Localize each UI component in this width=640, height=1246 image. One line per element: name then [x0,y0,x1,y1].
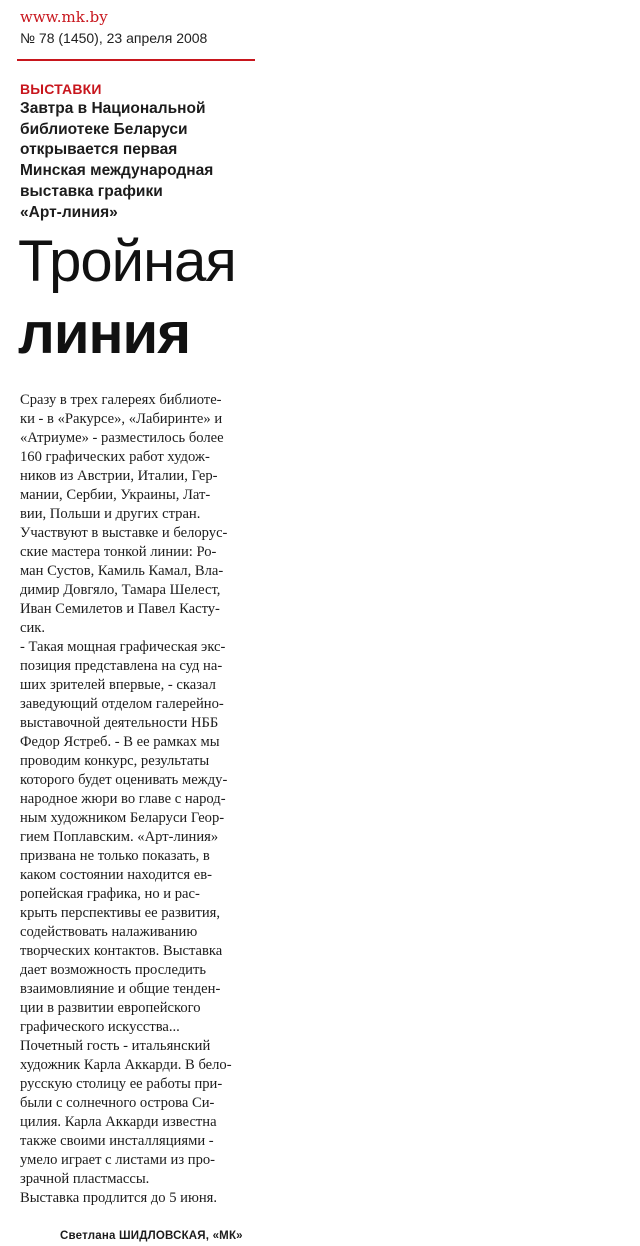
body-line: также своими инсталляциями - [20,1133,214,1149]
body-line: выставочной деятельности НББ [20,715,219,731]
lead-line: Завтра в Национальной [20,100,206,117]
body-line: творческих контактов. Выставка [20,943,223,959]
body-line: Иван Семилетов и Павел Касту- [20,601,220,617]
body-line: дает возможность проследить [20,962,207,978]
headline-line-2: линия [18,301,191,366]
body-line: Участвуют в выставке и белорус- [20,525,228,541]
body-line: ников из Австрии, Италии, Гер- [20,468,218,484]
site-url[interactable]: www.mk.by [20,8,108,26]
body-line: Сразу в трех галереях библиоте- [20,392,222,408]
body-line: проводим конкурс, результаты [20,753,210,769]
body-line: Федор Ястреб. - В ее рамках мы [20,734,220,750]
body-line: «Атриуме» - разместилось более [20,430,224,446]
article-body [20,391,242,1208]
body-line: крыть перспективы ее развития, [20,905,221,921]
body-line: - Такая мощная графическая экс- [20,639,226,655]
body-line: взаимовлияние и общие тенден- [20,981,221,997]
article-byline: Светлана ШИДЛОВСКАЯ, «МК» [60,1230,243,1242]
lead-line: Минская международная [20,162,214,180]
body-line: которого будет оценивать между- [20,772,228,788]
body-line: Почетный гость - итальянский [20,1038,211,1054]
body-line: ции в развитии европейского [20,1000,201,1016]
lead-line: выставка графики [20,182,163,200]
body-line: гием Поплавским. «Арт-линия» [20,829,219,845]
body-line: ным художником Беларуси Геор- [20,810,225,826]
body-line: позиция представлена на суд на- [20,658,223,674]
body-line: художник Карла Аккарди. В бело- [20,1057,232,1073]
body-line: цилия. Карла Аккарди известна [20,1114,217,1130]
body-line: каком состоянии находится ев- [20,867,212,883]
body-line: ман Сустов, Камиль Камал, Вла- [20,563,224,579]
section-rubric: ВЫСТАВКИ [20,81,102,97]
body-line: содействовать налаживанию [20,924,198,940]
body-line: вии, Польши и других стран. [20,506,201,522]
headline-line-1: Тройная [18,229,236,294]
body-line: ших зрителей впервые, - сказал [20,677,216,693]
masthead [20,8,256,47]
body-line: заведующий отделом галерейно- [20,696,224,712]
body-line: были с солнечного острова Си- [20,1095,215,1111]
body-line: русскую столицу ее работы при- [20,1076,223,1092]
body-line: зрачной пластмассы. [20,1171,150,1187]
issue-info: № 78 (1450), 23 апреля 2008 [20,30,208,46]
body-line: мании, Сербии, Украины, Лат- [20,487,211,503]
article-headline [18,226,258,370]
lead-line: открывается первая [20,141,178,159]
body-line: умело играет с листами из про- [20,1152,216,1168]
header-divider [17,59,255,61]
body-line: 160 графических работ худож- [20,449,210,465]
body-line: ки - в «Ракурсе», «Лабиринте» и [20,411,223,427]
body-line: ские мастера тонкой линии: Ро- [20,544,217,560]
article-lead [20,99,250,223]
body-line: димир Довгяло, Тамара Шелест, [20,582,221,598]
body-line: ропейская графика, но и рас- [20,886,200,902]
body-line: призвана не только показать, в [20,848,210,864]
lead-line: библиотеке Беларуси [20,120,188,138]
lead-line: «Арт-линия» [20,203,118,221]
body-line: Выставка продлится до 5 июня. [20,1190,218,1206]
body-line: графического искусства... [20,1019,180,1035]
body-line: сик. [20,620,46,636]
body-line: народное жюри во главе с народ- [20,791,226,807]
